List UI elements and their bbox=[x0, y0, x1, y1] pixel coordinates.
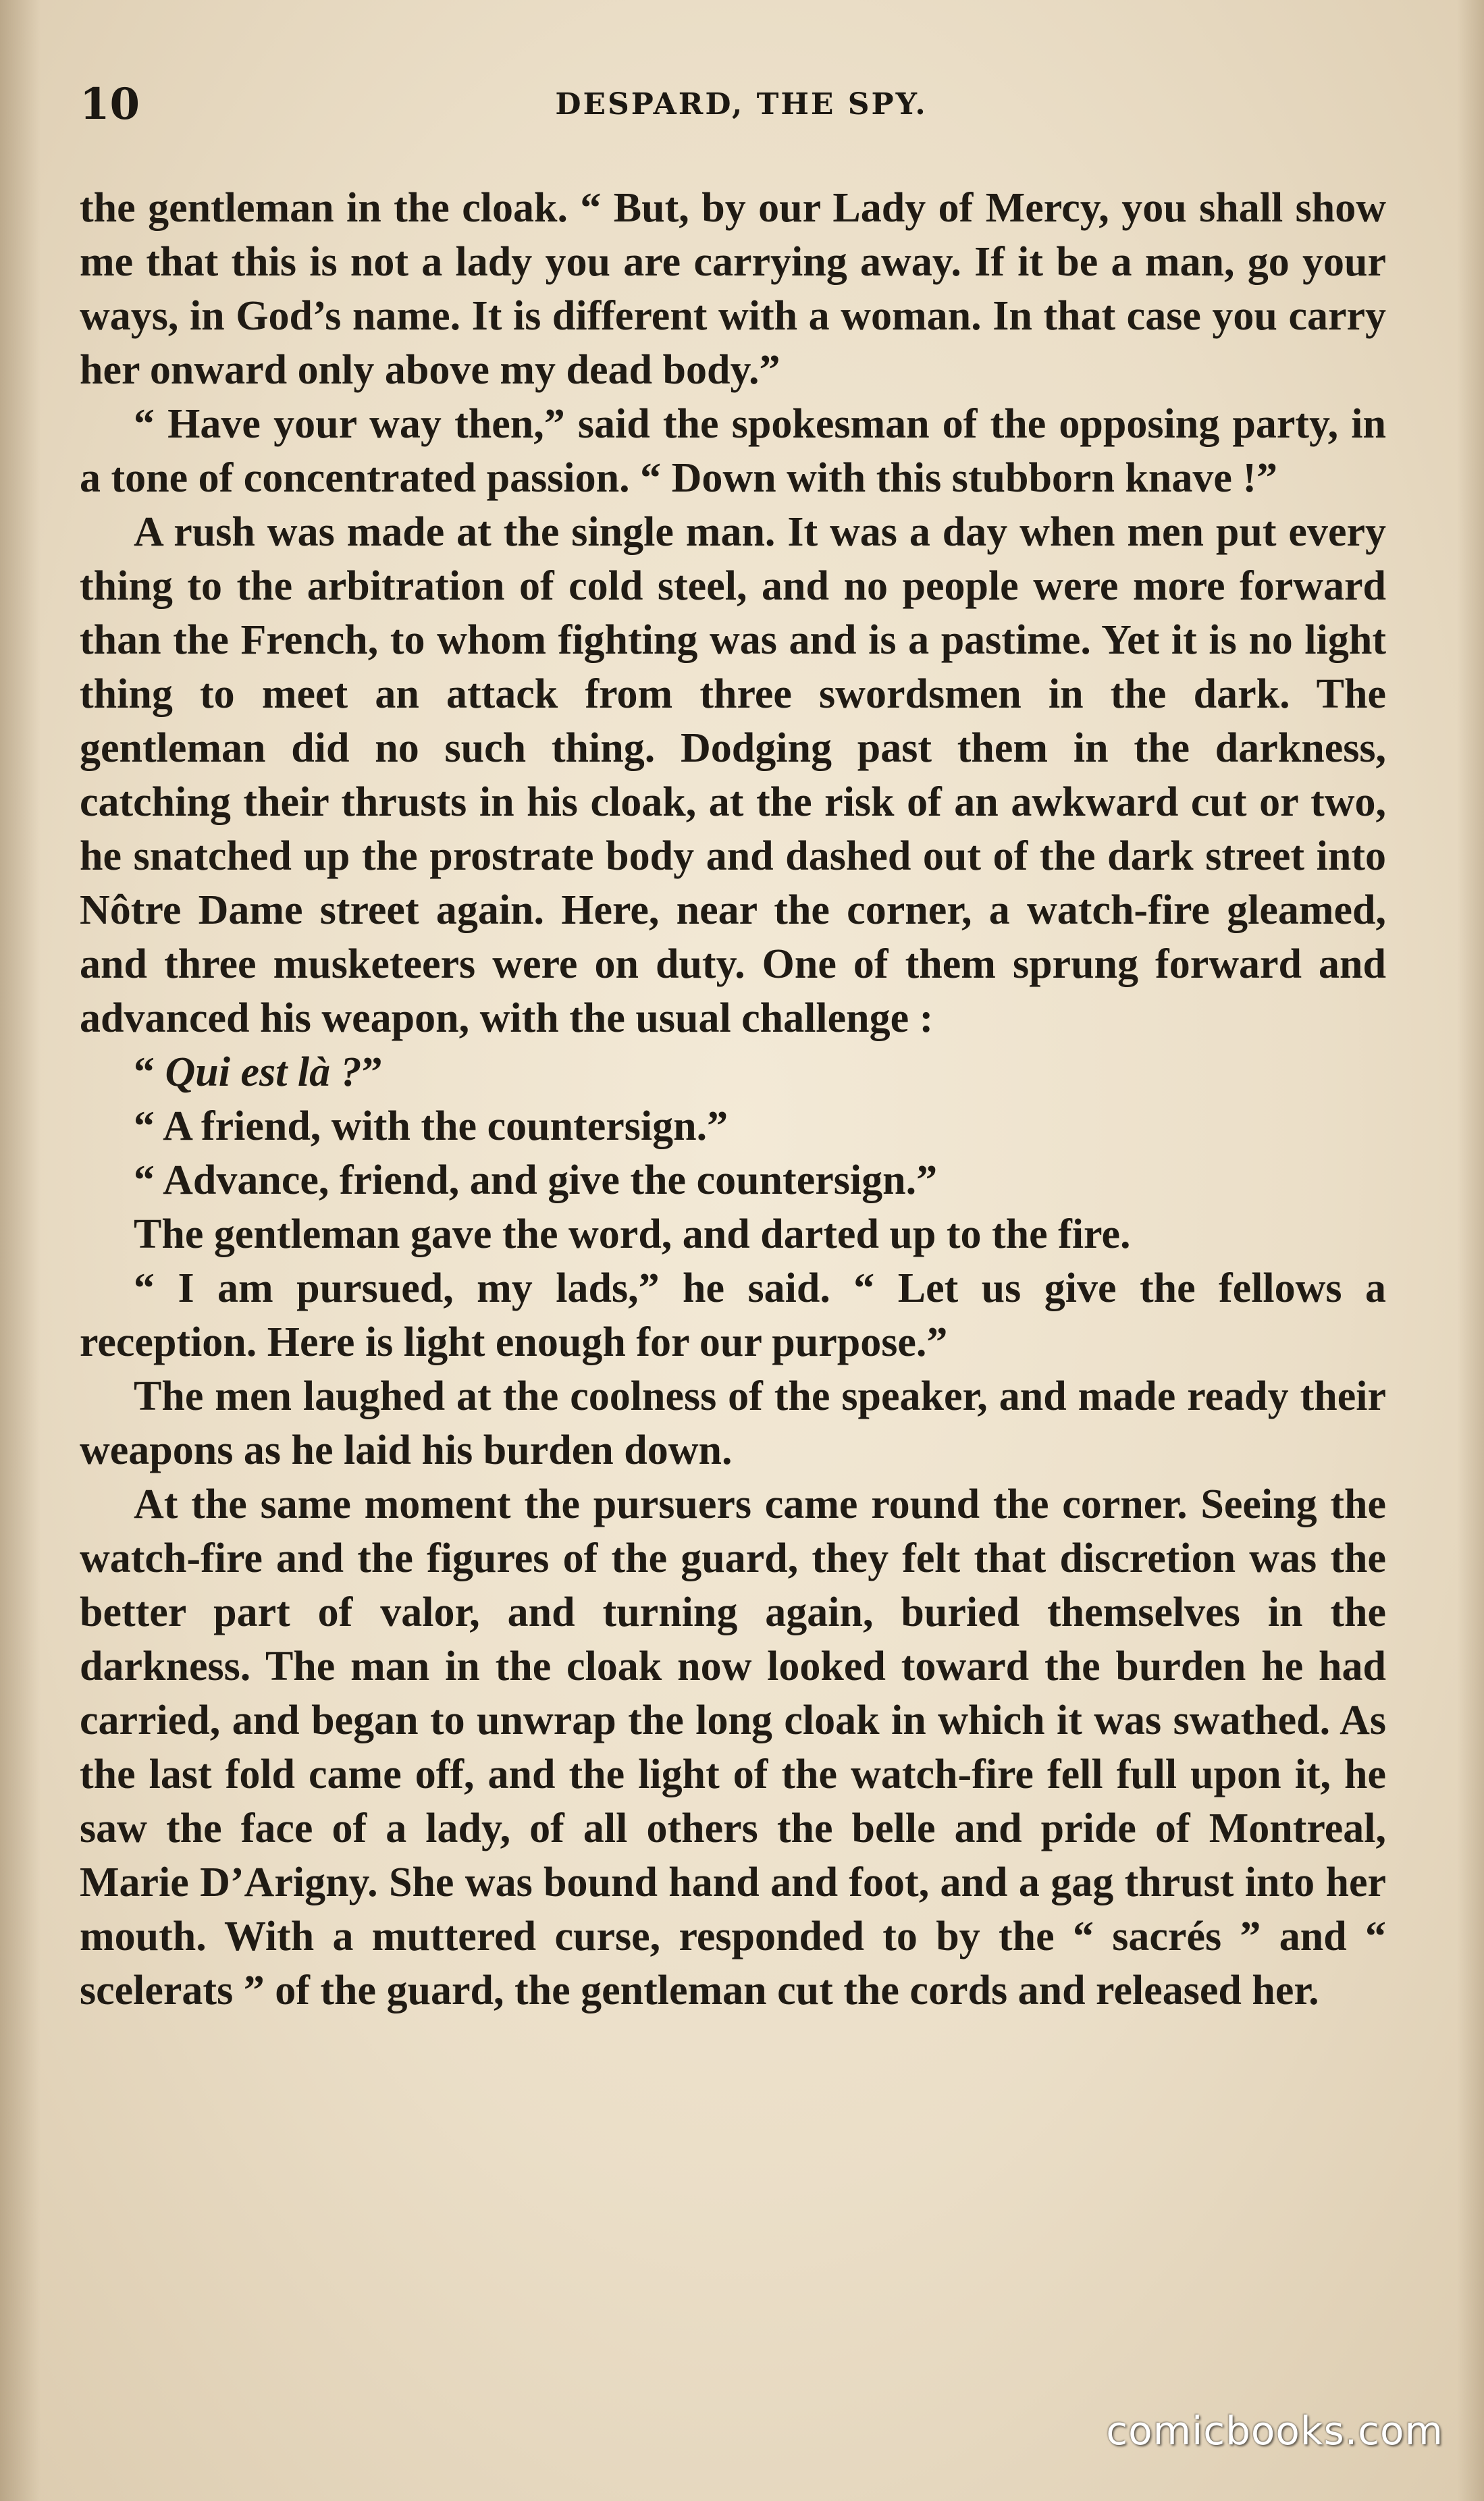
body-text bbox=[80, 181, 1386, 2018]
paragraph-text: “ A friend, with the countersign.” bbox=[134, 1103, 728, 1149]
page-edge-shadow-left bbox=[0, 0, 41, 2501]
page-header bbox=[80, 74, 1403, 135]
paragraph-text: The gentleman gave the word, and darted up to the fire. bbox=[134, 1211, 1131, 1257]
paragraph bbox=[80, 1153, 1386, 1207]
paragraph-text: A rush was made at the single man. It was a day when men put every thing to the arbitration of cold steel, and no people were more forward than the French, to whom fighting was and is a pastime. Yet it is no light thing to meet an attack from three swordsmen in the dark. The gentleman did no such thing. Dodging past them in the darkness, catching their thrusts in his cloak, at the risk of an awkward cut or two, he snatched up the prostrate body and dashed out of the dark street into Nôtre Dame street again. Here, near the corner, a watch-fire gleamed, and three musketeers were on duty. One of them sprung forward and advanced his weapon, with the usual challenge : bbox=[80, 509, 1386, 1041]
paragraph-text: “ Advance, friend, and give the countersign.” bbox=[134, 1157, 938, 1203]
running-head: DESPARD, THE SPY. bbox=[555, 87, 928, 122]
paragraph-text: The men laughed at the coolness of the speaker, and made ready their weapons as he laid his burden down. bbox=[80, 1373, 1386, 1473]
paragraph bbox=[80, 1207, 1386, 1261]
italic-text: Qui est là ? bbox=[165, 1049, 362, 1095]
paragraph bbox=[80, 505, 1386, 1045]
page-edge-shadow-right bbox=[1457, 0, 1484, 2501]
watermark: comicbooks.com bbox=[1106, 2408, 1443, 2454]
paragraph bbox=[80, 181, 1386, 397]
paragraph-text: At the same moment the pursuers came round the corner. Seeing the watch-fire and the figures of the guard, they felt that discretion was the better part of valor, and turning again, buried themselves in the darkness. The man in the cloak now looked toward the burden he had carried, and began to unwrap the long cloak in which it was swathed. As the last fold came off, and the light of the watch-fire fell full upon it, he saw the face of a lady, of all others the belle and pride of Montreal, Marie D’Arigny. She was bound hand and foot, and a gag thrust into her mouth. With a muttered curse, responded to by the “ sacrés ” and “ scelerats ” of the guard, the gentleman cut the cords and released her. bbox=[80, 1481, 1386, 2013]
paragraph bbox=[80, 1477, 1386, 2018]
paragraph bbox=[80, 1261, 1386, 1369]
paragraph bbox=[80, 397, 1386, 505]
paragraph bbox=[80, 1099, 1386, 1153]
paragraph-text: “ I am pursued, my lads,” he said. “ Let us give the fellows a reception. Here is light enough for our purpose.” bbox=[80, 1265, 1386, 1365]
paragraph-text: ” bbox=[361, 1049, 383, 1095]
paragraph bbox=[80, 1045, 1386, 1099]
page-number: 10 bbox=[80, 79, 140, 130]
paragraph-text: the gentleman in the cloak. “ But, by our Lady of Mercy, you shall show me that this is not a lady you are carrying away. If it be a man, go your ways, in God’s name. It is different with a woman. In that case you carry her onward only above my dead body.” bbox=[80, 185, 1386, 393]
paragraph-text: “ bbox=[134, 1049, 165, 1095]
paragraph-text: “ Have your way then,” said the spokesman of the opposing party, in a tone of concentrated passion. “ Down with this stubborn knave !” bbox=[80, 401, 1386, 501]
paragraph bbox=[80, 1369, 1386, 1477]
